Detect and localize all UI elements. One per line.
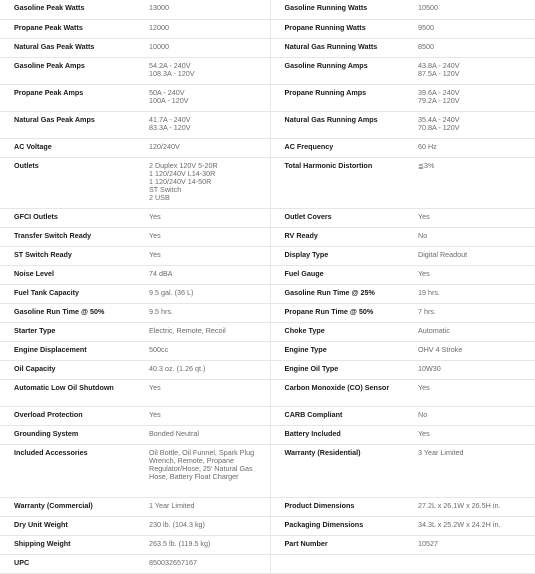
spec-label: AC Frequency	[270, 138, 404, 157]
spec-value: 12000	[135, 19, 270, 38]
spec-label: Propane Running Amps	[270, 84, 404, 111]
spec-label: Oil Capacity	[0, 360, 135, 379]
spec-value: 500cc	[135, 341, 270, 360]
spec-value	[404, 554, 535, 573]
spec-label: Packaging Dimensions	[270, 516, 404, 535]
spec-value: 10000	[135, 38, 270, 57]
spec-label: Propane Running Watts	[270, 19, 404, 38]
spec-label: Natural Gas Running Watts	[270, 38, 404, 57]
spec-value: 50A - 240V 100A - 120V	[135, 84, 270, 111]
spec-label: Included Accessories	[0, 444, 135, 497]
spec-label: Gasoline Run Time @ 50%	[0, 303, 135, 322]
spec-label: Propane Peak Amps	[0, 84, 135, 111]
spec-value: 19 hrs.	[404, 284, 535, 303]
spec-row	[0, 246, 535, 265]
spec-label: Natural Gas Peak Amps	[0, 111, 135, 138]
spec-label: Warranty (Residential)	[270, 444, 404, 497]
spec-label: Engine Oil Type	[270, 360, 404, 379]
spec-value: 39.6A - 240V 79.2A - 120V	[404, 84, 535, 111]
spec-value: 74 dBA	[135, 265, 270, 284]
spec-label: Propane Peak Watts	[0, 19, 135, 38]
spec-value: Electric, Remote, Recoil	[135, 322, 270, 341]
spec-value: 120/240V	[135, 138, 270, 157]
spec-value: 43.8A - 240V 87.5A - 120V	[404, 57, 535, 84]
spec-row	[0, 360, 535, 379]
spec-value: 8500	[404, 38, 535, 57]
spec-value: ≦3%	[404, 157, 535, 208]
spec-value: Yes	[404, 265, 535, 284]
spec-value: Yes	[135, 379, 270, 406]
spec-row	[0, 554, 535, 573]
spec-label: Transfer Switch Ready	[0, 227, 135, 246]
spec-row	[0, 19, 535, 38]
spec-label: CARB Compliant	[270, 406, 404, 425]
spec-row	[0, 157, 535, 208]
spec-value: 7 hrs.	[404, 303, 535, 322]
spec-label: Gasoline Peak Amps	[0, 57, 135, 84]
spec-label: Engine Displacement	[0, 341, 135, 360]
spec-row	[0, 0, 535, 19]
spec-row	[0, 38, 535, 57]
spec-value: Digital Readout	[404, 246, 535, 265]
spec-value: 27.2L x 26.1W x 26.5H in.	[404, 497, 535, 516]
spec-value: 13000	[135, 0, 270, 19]
spec-value: 230 lb. (104.3 kg)	[135, 516, 270, 535]
spec-row	[0, 227, 535, 246]
spec-label: Carbon Monoxide (CO) Sensor	[270, 379, 404, 406]
spec-value: 1 Year Limited	[135, 497, 270, 516]
spec-value: 10527	[404, 535, 535, 554]
spec-row	[0, 208, 535, 227]
spec-label: Natural Gas Running Amps	[270, 111, 404, 138]
spec-label: Fuel Tank Capacity	[0, 284, 135, 303]
spec-row	[0, 322, 535, 341]
spec-label: Gasoline Running Amps	[270, 57, 404, 84]
spec-row	[0, 111, 535, 138]
spec-value: 263.5 lb. (119.5 kg)	[135, 535, 270, 554]
spec-label: Automatic Low Oil Shutdown	[0, 379, 135, 406]
spec-label: Gasoline Peak Watts	[0, 0, 135, 19]
spec-row	[0, 535, 535, 554]
spec-label: AC Voltage	[0, 138, 135, 157]
spec-label: Shipping Weight	[0, 535, 135, 554]
spec-value: 10500	[404, 0, 535, 19]
spec-row	[0, 406, 535, 425]
spec-label: Natural Gas Peak Watts	[0, 38, 135, 57]
spec-label: Starter Type	[0, 322, 135, 341]
spec-label: Outlet Covers	[270, 208, 404, 227]
spec-value: OHV 4 Stroke	[404, 341, 535, 360]
spec-label: Choke Type	[270, 322, 404, 341]
spec-value: 10W30	[404, 360, 535, 379]
spec-label: ST Switch Ready	[0, 246, 135, 265]
spec-value: 2 Duplex 120V 5-20R 1 120/240V L14-30R 1 120/240V 14-50R ST Switch 2 USB	[135, 157, 270, 208]
spec-label: Warranty (Commercial)	[0, 497, 135, 516]
spec-value: 35.4A - 240V 70.8A - 120V	[404, 111, 535, 138]
spec-row	[0, 425, 535, 444]
spec-value: Yes	[135, 406, 270, 425]
spec-value: 9500	[404, 19, 535, 38]
spec-label: GFCI Outlets	[0, 208, 135, 227]
spec-value: Yes	[404, 425, 535, 444]
spec-row	[0, 379, 535, 406]
spec-label: Noise Level	[0, 265, 135, 284]
spec-row	[0, 265, 535, 284]
spec-label	[270, 554, 404, 573]
spec-label: UPC	[0, 554, 135, 573]
spec-value: Oil Bottle, Oil Funnel, Spark Plug Wrench, Remote, Propane Regulator/Hose, 25' Natural Gas Hose, Battery Float Charger	[135, 444, 270, 497]
spec-value: Yes	[135, 227, 270, 246]
spec-value: 34.3L x 25.2W x 24.2H in.	[404, 516, 535, 535]
spec-label: Part Number	[270, 535, 404, 554]
spec-value: No	[404, 227, 535, 246]
spec-value: 54.2A - 240V 108.3A - 120V	[135, 57, 270, 84]
spec-row	[0, 341, 535, 360]
spec-row	[0, 84, 535, 111]
spec-value: 850032657167	[135, 554, 270, 573]
spec-label: Gasoline Run Time @ 25%	[270, 284, 404, 303]
spec-label: Battery Included	[270, 425, 404, 444]
spec-value: 9.5 gal. (36 L)	[135, 284, 270, 303]
spec-value: Yes	[135, 246, 270, 265]
spec-row	[0, 138, 535, 157]
spec-value: 40.3 oz. (1.26 qt.)	[135, 360, 270, 379]
spec-value: Yes	[135, 208, 270, 227]
spec-value: 3 Year Limited	[404, 444, 535, 497]
spec-label: Total Harmonic Distortion	[270, 157, 404, 208]
spec-label: Gasoline Running Watts	[270, 0, 404, 19]
spec-value: Automatic	[404, 322, 535, 341]
spec-value: 60 Hz	[404, 138, 535, 157]
spec-row	[0, 303, 535, 322]
spec-row	[0, 516, 535, 535]
spec-label: Fuel Gauge	[270, 265, 404, 284]
spec-label: Grounding System	[0, 425, 135, 444]
spec-value: Yes	[404, 208, 535, 227]
spec-label: Outlets	[0, 157, 135, 208]
spec-label: Product Dimensions	[270, 497, 404, 516]
spec-label: Propane Run Time @ 50%	[270, 303, 404, 322]
spec-value: 41.7A - 240V 83.3A - 120V	[135, 111, 270, 138]
spec-value: No	[404, 406, 535, 425]
spec-value: 9.5 hrs.	[135, 303, 270, 322]
spec-row	[0, 57, 535, 84]
spec-row	[0, 284, 535, 303]
spec-value: Bonded Neutral	[135, 425, 270, 444]
spec-label: RV Ready	[270, 227, 404, 246]
spec-value: Yes	[404, 379, 535, 406]
spec-label: Display Type	[270, 246, 404, 265]
spec-label: Engine Type	[270, 341, 404, 360]
spec-row	[0, 497, 535, 516]
spec-row	[0, 444, 535, 497]
spec-label: Dry Unit Weight	[0, 516, 135, 535]
spec-label: Overload Protection	[0, 406, 135, 425]
